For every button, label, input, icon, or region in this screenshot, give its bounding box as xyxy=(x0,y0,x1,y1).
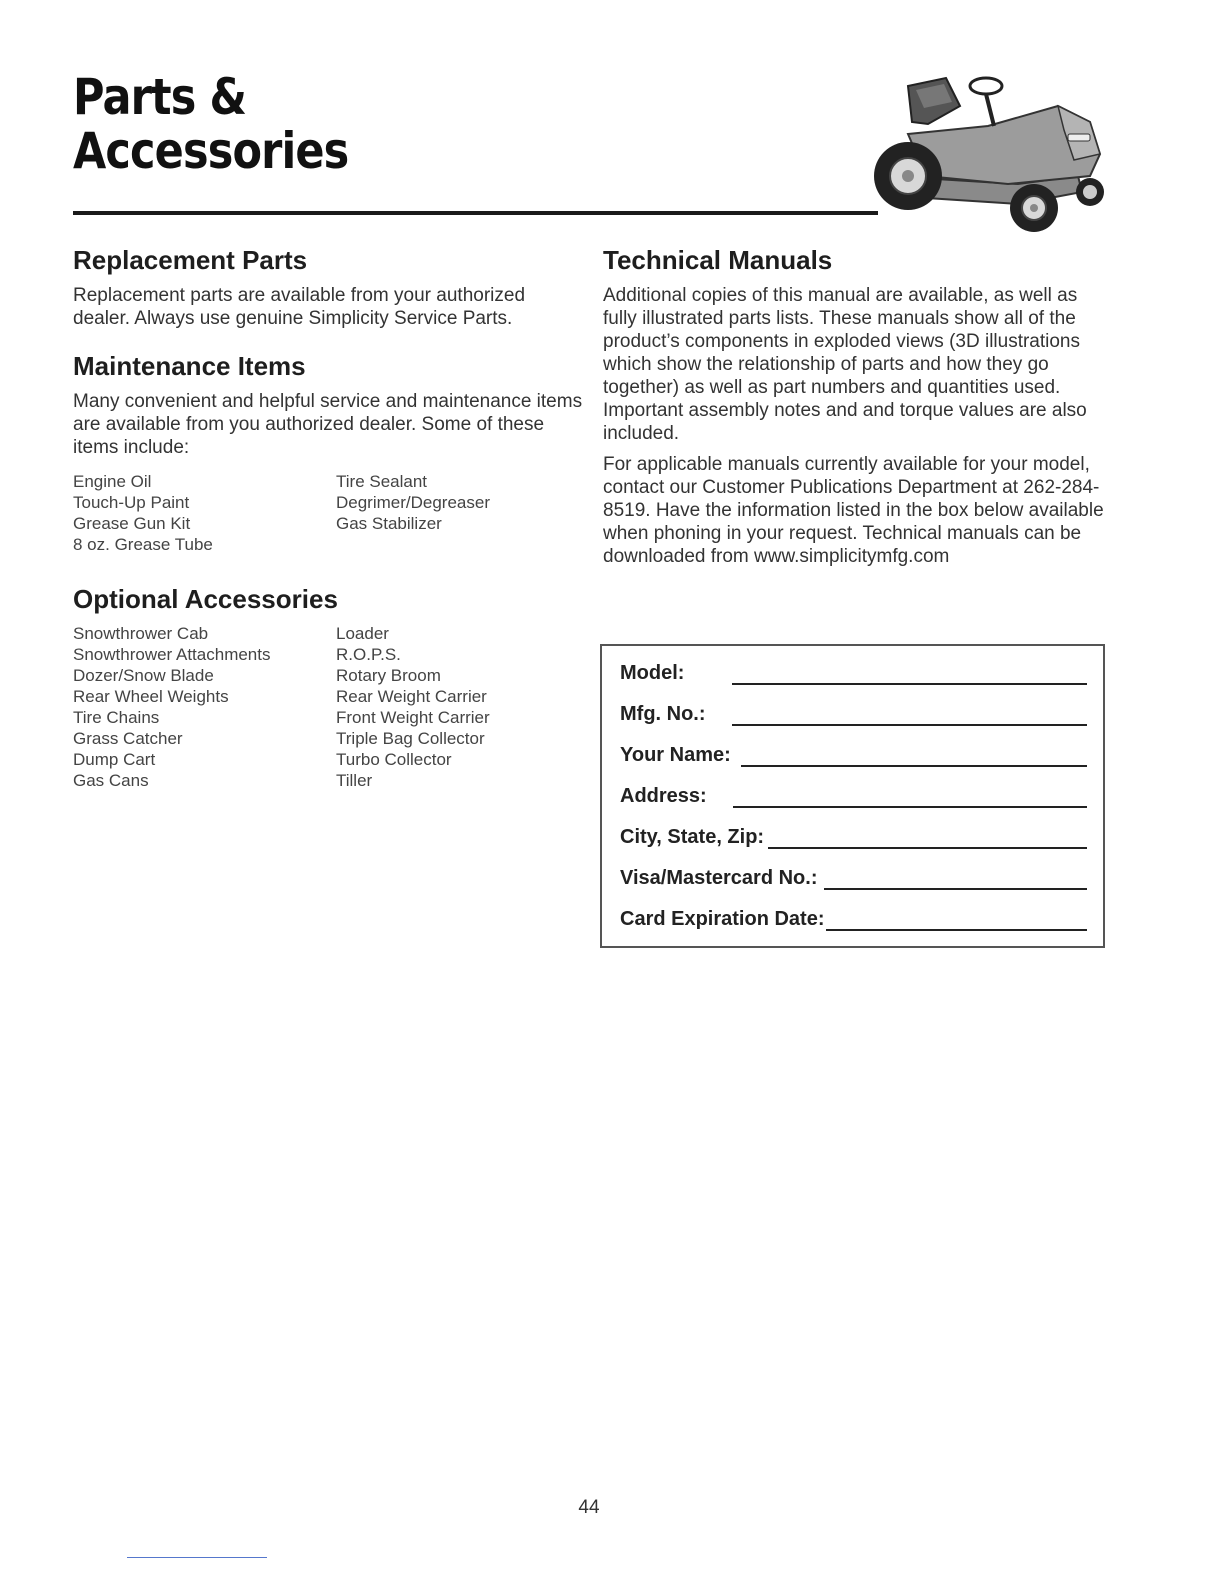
technical-manuals-text: Additional copies of this manual are available, as well as fully illustrated parts lists. These manuals show all of the product’s components in exploded views (3D illustrations which show the relationship of parts and how they go together) as well as part numbers and quantities used. Important assembly notes and and torque values are also included. xyxy=(603,285,1087,444)
technical-manuals-contact-text: For applicable manuals currently available for your model, contact our Customer Publications Department at 262-284-8519. Have the information listed in the box below available when phoning in your request. Technical manuals can be downloaded from www.simplicitymfg.com xyxy=(603,454,1104,567)
list-item: R.O.P.S. xyxy=(336,645,401,664)
optional-accessories-section xyxy=(73,583,583,791)
right-column xyxy=(603,244,1108,568)
card-expiration-field xyxy=(620,908,1087,931)
field-label: Card Expiration Date: xyxy=(620,908,825,930)
model-field xyxy=(620,662,1087,685)
field-label: Address: xyxy=(620,785,707,807)
mfg-no-field xyxy=(620,703,1087,726)
list-item: Tire Sealant xyxy=(336,472,428,491)
list-item: Grass Catcher xyxy=(73,729,183,748)
card-expiration-blank-line[interactable] xyxy=(826,911,1087,931)
title-rule xyxy=(73,211,878,215)
your-name-field xyxy=(620,744,1087,767)
title-line-1: Parts & xyxy=(73,68,247,126)
page-number: 44 xyxy=(578,1497,600,1518)
city-state-zip-field xyxy=(620,826,1087,849)
maintenance-items-heading: Maintenance Items xyxy=(73,351,306,381)
mfg-no-blank-line[interactable] xyxy=(732,706,1087,726)
lawn-tractor-illustration xyxy=(868,64,1108,234)
list-item: Triple Bag Collector xyxy=(336,729,485,748)
replacement-parts-section xyxy=(73,244,583,330)
address-blank-line[interactable] xyxy=(733,788,1087,808)
left-column xyxy=(73,244,583,791)
list-item: Turbo Collector xyxy=(336,750,452,769)
list-item: Gas Stabilizer xyxy=(336,514,442,533)
list-item: Tire Chains xyxy=(73,708,160,727)
customer-info-box xyxy=(600,644,1105,948)
replacement-parts-text: Replacement parts are available from your authorized dealer. Always use genuine Simplicity Service Parts. xyxy=(73,285,526,329)
optional-accessories-heading: Optional Accessories xyxy=(73,584,338,614)
your-name-blank-line[interactable] xyxy=(741,747,1087,767)
list-item: Dump Cart xyxy=(73,750,156,769)
list-item: Engine Oil xyxy=(73,472,152,491)
list-item: Touch-Up Paint xyxy=(73,493,190,512)
address-field xyxy=(620,785,1087,808)
city-state-zip-blank-line[interactable] xyxy=(768,829,1087,849)
list-item: Snowthrower Cab xyxy=(73,624,209,643)
technical-manuals-heading: Technical Manuals xyxy=(603,245,833,275)
maintenance-items-text: Many convenient and helpful service and maintenance items are available from you authorized dealer. Some of these items include: xyxy=(73,391,583,458)
list-item: Loader xyxy=(336,624,389,643)
maintenance-items-section xyxy=(73,350,583,555)
list-item: 8 oz. Grease Tube xyxy=(73,535,213,554)
field-label: Your Name: xyxy=(620,744,731,766)
list-item: Dozer/Snow Blade xyxy=(73,666,214,685)
list-item: Degrimer/Degreaser xyxy=(336,493,490,512)
maintenance-items-list xyxy=(73,471,583,555)
title-line-2: Accessories xyxy=(73,122,349,180)
card-number-blank-line[interactable] xyxy=(824,870,1088,890)
list-item: Snowthrower Attachments xyxy=(73,645,271,664)
bottom-divider xyxy=(127,1557,267,1558)
list-item: Grease Gun Kit xyxy=(73,514,191,533)
field-label: Mfg. No.: xyxy=(620,703,706,725)
field-label: City, State, Zip: xyxy=(620,826,765,848)
replacement-parts-heading: Replacement Parts xyxy=(73,245,308,275)
list-item: Gas Cans xyxy=(73,771,149,790)
list-item: Rear Wheel Weights xyxy=(73,687,229,706)
list-item: Rear Weight Carrier xyxy=(336,687,487,706)
model-blank-line[interactable] xyxy=(732,665,1087,685)
card-number-field xyxy=(620,867,1087,890)
list-item: Tiller xyxy=(336,771,373,790)
field-label: Model: xyxy=(620,662,685,684)
technical-manuals-section xyxy=(603,244,1108,568)
list-item: Front Weight Carrier xyxy=(336,708,490,727)
optional-accessories-list xyxy=(73,623,583,791)
field-label: Visa/Mastercard No.: xyxy=(620,867,818,889)
list-item: Rotary Broom xyxy=(336,666,441,685)
page-title xyxy=(73,70,348,178)
